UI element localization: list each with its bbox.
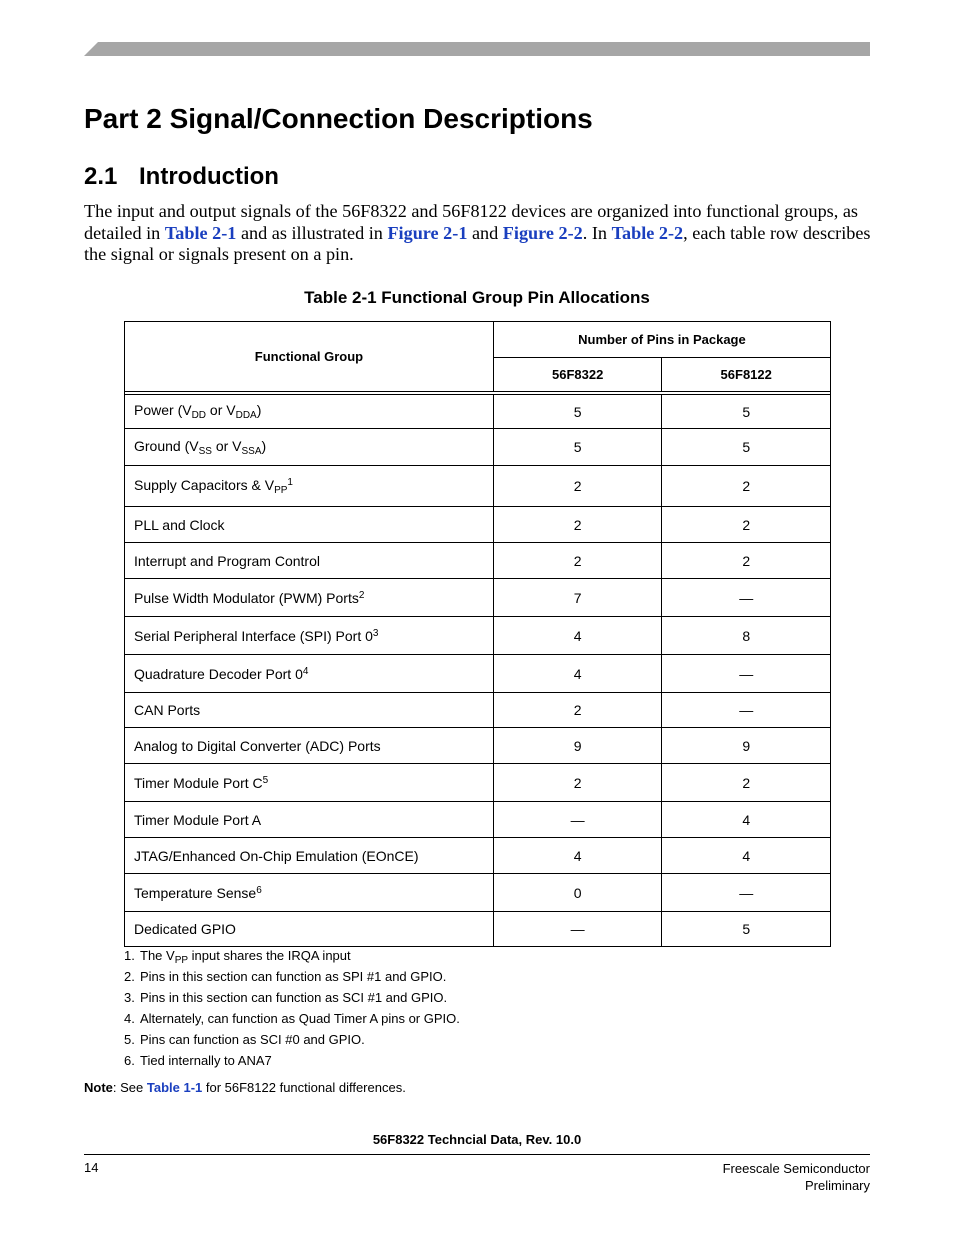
header-56f8122: 56F8122	[662, 358, 831, 392]
group-label: Serial Peripheral Interface (SPI) Port 0	[134, 627, 373, 644]
group-label: )	[256, 402, 262, 418]
pins-56f8122-cell: 5	[662, 395, 831, 429]
group-label: Power (V	[134, 402, 192, 418]
intro-text: and as illustrated in	[236, 222, 388, 243]
table-row	[125, 874, 831, 912]
group-label: JTAG/Enhanced On-Chip Emulation (EOnCE)	[134, 847, 419, 864]
table-row	[125, 838, 831, 874]
footer-right	[723, 1160, 870, 1194]
footnote-number: 3.	[124, 990, 135, 1005]
group-label: Dedicated GPIO	[134, 921, 236, 937]
table-row	[125, 728, 831, 764]
footer-company: Freescale Semiconductor	[722, 1161, 870, 1176]
pins-56f8122-cell: —	[662, 579, 831, 617]
functional-group-cell	[125, 912, 494, 947]
footnote-6	[124, 1052, 460, 1073]
functional-group-cell	[125, 429, 494, 466]
group-label: Supply Capacitors & V	[134, 476, 275, 493]
pins-56f8322-cell: 2	[493, 693, 662, 728]
functional-group-cell	[125, 764, 494, 802]
header-functional-group: Functional Group	[125, 322, 494, 392]
link-figure-2-2[interactable]: Figure 2-2	[502, 222, 583, 243]
footnote-text: Pins can function as SCI #0 and GPIO.	[140, 1032, 365, 1047]
note-text: : See	[112, 1080, 147, 1095]
footnote-4	[124, 1010, 460, 1031]
footnote-1	[124, 947, 460, 968]
footnote-text: Alternately, can function as Quad Timer A pins or GPIO.	[140, 1011, 460, 1026]
functional-group-cell	[125, 874, 494, 912]
note-label: Note	[84, 1080, 113, 1095]
intro-paragraph	[84, 201, 874, 266]
note	[84, 1080, 406, 1095]
pins-56f8322-cell: 0	[493, 874, 662, 912]
pin-allocation-table	[124, 321, 831, 947]
group-label: Pulse Width Modulator (PWM) Ports	[134, 589, 359, 606]
group-label: Timer Module Port A	[134, 811, 262, 828]
intro-text: , each table row describes the signal or signals present on a pin.	[84, 222, 871, 265]
group-label-subscript: DDA	[235, 410, 257, 421]
group-label: Temperature Sense	[134, 884, 257, 901]
footnote-text: Tied internally to ANA7	[140, 1053, 272, 1068]
pins-56f8322-cell: 2	[493, 507, 662, 543]
functional-group-cell	[125, 802, 494, 838]
pins-56f8122-cell: 2	[662, 466, 831, 507]
functional-group-cell	[125, 655, 494, 693]
note-text: for 56F8122 functional differences.	[202, 1080, 406, 1095]
link-table-2-1[interactable]: Table 2-1	[164, 222, 237, 243]
intro-text: and	[467, 222, 503, 243]
header-number-of-pins: Number of Pins in Package	[493, 322, 830, 358]
table-row	[125, 655, 831, 693]
footnote-text: Pins in this section can function as SCI #1 and GPIO.	[140, 990, 448, 1005]
group-label-subscript: SSA	[241, 445, 262, 457]
footnote-reference: 1	[287, 476, 293, 488]
footnote-2	[124, 968, 460, 989]
functional-group-cell	[125, 693, 494, 728]
pins-56f8322-cell: 4	[493, 655, 662, 693]
pins-56f8322-cell: 5	[493, 395, 662, 429]
intro-text: The input and output signals of the 56F8322 and 56F8122 devices are organized into functional groups, as detailed in	[84, 201, 859, 243]
pins-56f8122-cell: 4	[662, 802, 831, 838]
functional-group-cell	[125, 838, 494, 874]
pins-56f8322-cell: —	[493, 912, 662, 947]
pins-56f8322-cell: —	[493, 802, 662, 838]
table-row	[125, 764, 831, 802]
group-label: )	[261, 437, 267, 454]
footnote-reference: 3	[372, 627, 379, 639]
group-label-subscript: SS	[198, 445, 212, 457]
pins-56f8322-cell: 2	[493, 543, 662, 579]
functional-group-cell	[125, 728, 494, 764]
link-table-2-2[interactable]: Table 2-2	[611, 222, 684, 243]
functional-group-cell	[125, 395, 494, 429]
table-row	[125, 802, 831, 838]
group-label: CAN Ports	[134, 702, 201, 718]
link-table-1-1[interactable]: Table 1-1	[146, 1080, 203, 1095]
pins-56f8122-cell: 4	[662, 838, 831, 874]
section-number: 2.1	[84, 163, 118, 190]
pins-56f8122-cell: 2	[662, 764, 831, 802]
functional-group-cell	[125, 617, 494, 655]
footnote-reference: 4	[302, 665, 309, 677]
table-row	[125, 617, 831, 655]
pins-56f8322-cell: 9	[493, 728, 662, 764]
pins-56f8322-cell: 2	[493, 764, 662, 802]
table-row	[125, 429, 831, 466]
footer-document-title: 56F8322 Techncial Data, Rev. 10.0	[372, 1132, 582, 1147]
pins-56f8322-cell: 4	[493, 617, 662, 655]
part-title: Part 2 Signal/Connection Descriptions	[84, 103, 593, 134]
table-row	[125, 507, 831, 543]
pins-56f8122-cell: 8	[662, 617, 831, 655]
pins-56f8322-cell: 4	[493, 838, 662, 874]
group-label: Ground (V	[134, 437, 199, 454]
footnote-number: 4.	[124, 1011, 135, 1026]
intro-text: . In	[582, 222, 612, 243]
functional-group-cell	[125, 466, 494, 507]
table-row	[125, 579, 831, 617]
footnote-5	[124, 1031, 460, 1052]
pins-56f8122-cell: —	[662, 693, 831, 728]
group-label: PLL and Clock	[134, 516, 225, 533]
footnote-number: 5.	[124, 1032, 135, 1047]
footnote-reference: 2	[358, 589, 365, 601]
section-title: Introduction	[139, 163, 279, 190]
functional-group-cell	[125, 507, 494, 543]
footnote-number: 6.	[124, 1053, 135, 1068]
table-row	[125, 466, 831, 507]
footnote-number: 2.	[124, 969, 135, 984]
pins-56f8322-cell: 2	[493, 466, 662, 507]
group-label: Timer Module Port C	[134, 774, 263, 791]
pins-56f8122-cell: —	[662, 874, 831, 912]
table-caption: Table 2-1 Functional Group Pin Allocations	[304, 288, 650, 307]
table-row	[125, 395, 831, 429]
group-label-subscript: PP	[274, 484, 288, 496]
header-banner	[84, 42, 870, 56]
table-row	[125, 912, 831, 947]
footnote-reference: 6	[256, 884, 262, 896]
group-label: Quadrature Decoder Port 0	[134, 665, 303, 682]
header-56f8322: 56F8322	[493, 358, 662, 392]
footnote-subscript: PP	[174, 955, 189, 966]
footnote-text: The V	[140, 948, 175, 963]
page-number: 14	[84, 1160, 99, 1175]
footer-status: Preliminary	[804, 1178, 870, 1193]
group-label: Interrupt and Program Control	[134, 552, 320, 569]
pins-56f8122-cell: 2	[662, 507, 831, 543]
link-figure-2-1[interactable]: Figure 2-1	[387, 222, 468, 243]
group-label-subscript: DD	[191, 410, 207, 421]
table-row	[125, 693, 831, 728]
pins-56f8122-cell: 2	[662, 543, 831, 579]
footnote-number: 1.	[124, 948, 135, 963]
functional-group-cell	[125, 579, 494, 617]
group-label: or V	[206, 402, 236, 418]
footnote-text: Pins in this section can function as SPI #1 and GPIO.	[140, 969, 447, 984]
footer-divider	[84, 1154, 870, 1155]
pins-56f8122-cell: —	[662, 655, 831, 693]
footnotes-list	[124, 947, 460, 1073]
section-heading	[84, 163, 279, 191]
table-row	[125, 543, 831, 579]
group-label: Analog to Digital Converter (ADC) Ports	[134, 737, 381, 754]
pins-56f8122-cell: 9	[662, 728, 831, 764]
table-body	[125, 392, 831, 947]
functional-group-cell	[125, 543, 494, 579]
pins-56f8322-cell: 7	[493, 579, 662, 617]
footnote-text: input shares the IRQA input	[188, 948, 351, 963]
footnote-reference: 5	[262, 774, 269, 786]
footnote-3	[124, 989, 460, 1010]
pins-56f8122-cell: 5	[662, 429, 831, 466]
pins-56f8122-cell: 5	[662, 912, 831, 947]
pins-56f8322-cell: 5	[493, 429, 662, 466]
group-label: or V	[211, 437, 242, 454]
